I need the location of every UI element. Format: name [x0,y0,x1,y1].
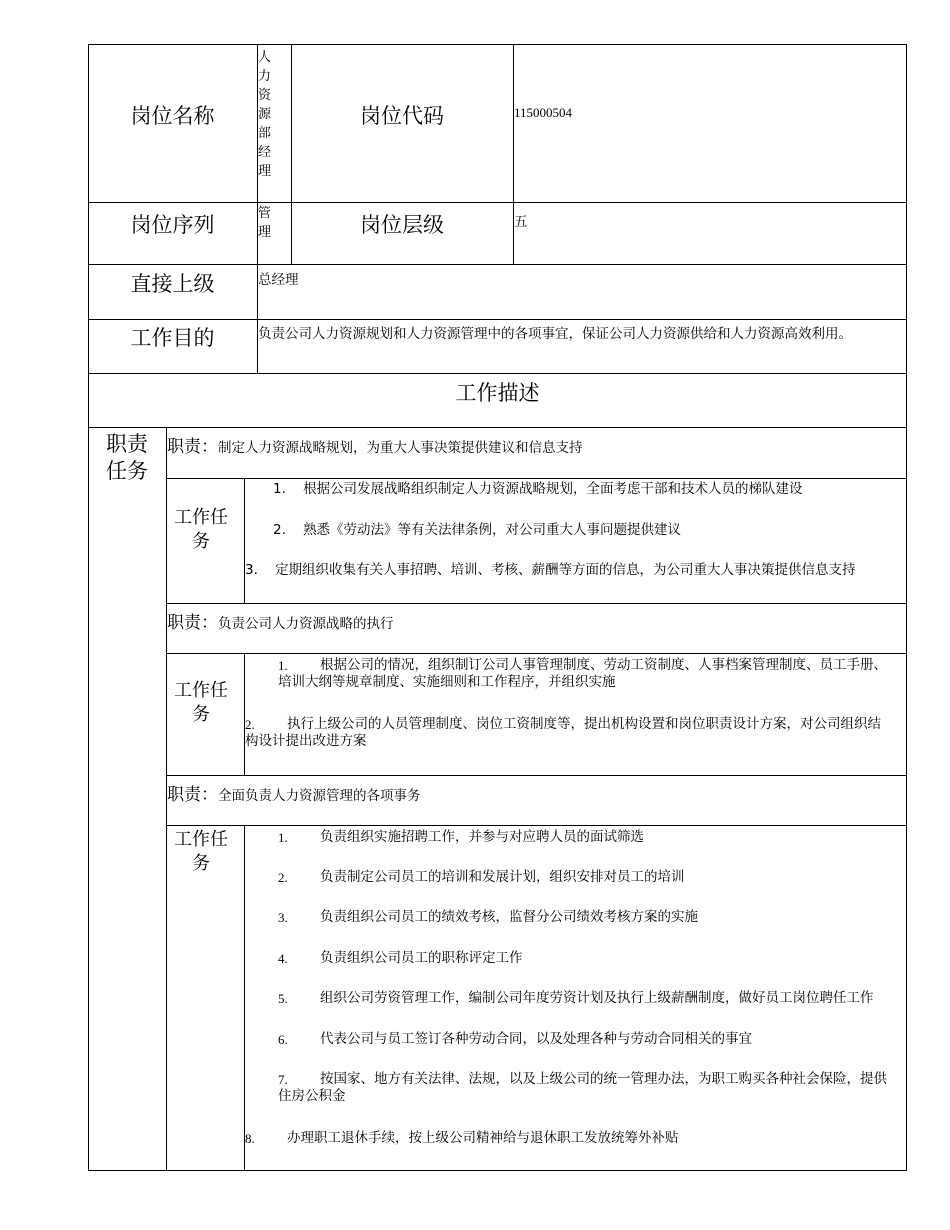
task-text: 按国家、地方有关法律、法规，以及上级公司的统一管理办法，为职工购买各种社会保险，提供住房公积金 [278,1071,887,1104]
task-item [278,909,898,926]
task-item [278,950,898,967]
position-name-value: 人力资源部经理 [258,50,272,179]
position-series-value: 管理 [258,206,272,240]
task-number: 2. [273,522,286,538]
col-divider [244,653,245,775]
task-text: 根据公司的情况，组织制订公司人事管理制度、劳动工资制度、人事档案管理制度、员工手册、培训大纲等规章制度、实施细则和工作程序，并组织实施 [278,657,887,690]
task-number: 6. [278,1032,288,1047]
task-number: 8. [245,1131,255,1146]
task-label: 工作任务 [174,680,228,725]
row-divider [88,373,907,374]
row-divider [166,825,907,826]
work-purpose-value: 负责公司人力资源规划和人力资源管理中的各项事宜，保证公司人力资源供给和人力资源高效利用。 [258,326,852,342]
row-divider [166,478,907,479]
row-divider [88,319,907,320]
table-border-bottom [88,1170,907,1171]
duty-row [167,432,897,457]
task-number: 5. [278,991,288,1006]
task-text: 组织公司劳资管理工作，编制公司年度劳资计划及执行上级薪酬制度，做好员工岗位聘任工作 [320,990,874,1006]
task-text: 代表公司与员工签订各种劳动合同，以及处理各种与劳动合同相关的事宜 [320,1031,752,1047]
task-item [273,481,898,498]
task-text: 办理职工退休手续，按上级公司精神给与退休职工发放统筹外补贴 [287,1130,679,1146]
duty-text: 负责公司人力资源战略的执行 [218,616,394,632]
duty-prefix: 职责： [167,613,218,633]
position-code-label: 岗位代码 [360,104,444,128]
task-text: 熟悉《劳动法》等有关法律条例，对公司重大人事问题提供建议 [303,522,682,538]
task-text: 负责组织实施招聘工作，并参与对应聘人员的面试筛选 [320,829,644,845]
task-text: 执行上级公司的人员管理制度、岗位工资制度等，提出机构设置和岗位职责设计方案，对公司组织结构设计提出改进方案 [245,716,881,749]
task-label: 工作任务 [174,507,228,552]
task-label: 工作任务 [174,829,228,874]
table-border-right [906,44,907,1171]
task-item [278,869,898,886]
task-number: 1. [273,481,286,497]
task-number: 2. [278,870,288,885]
task-number: 1. [278,830,288,845]
task-number: 2. [245,717,255,732]
work-purpose-label: 工作目的 [130,326,215,350]
duty-row [167,780,897,805]
duty-text: 制定人力资源战略规划，为重大人事决策提供建议和信息支持 [218,440,583,456]
duty-text: 全面负责人力资源管理的各项事务 [218,788,421,804]
task-item [245,1130,895,1147]
duty-prefix: 职责： [167,437,218,457]
task-item [245,562,900,579]
task-number: 7. [278,1072,288,1087]
task-item [273,522,898,539]
row-divider [166,653,907,654]
task-number: 4. [278,951,288,966]
task-text: 根据公司发展战略组织制定人力资源战略规划，全面考虑干部和技术人员的梯队建设 [303,481,803,497]
task-item [278,1031,898,1048]
direct-superior-value: 总经理 [258,272,299,288]
task-item [278,1071,898,1105]
task-text: 负责组织公司员工的职称评定工作 [320,950,523,966]
position-series-label: 岗位序列 [130,213,215,237]
row-divider [166,603,907,604]
direct-superior-label: 直接上级 [130,272,215,296]
row-divider [88,202,907,203]
col-divider [244,478,245,603]
task-text: 负责制定公司员工的培训和发展计划，组织安排对员工的培训 [320,869,685,885]
position-code-value: 115000504 [514,105,573,120]
task-item [278,829,898,846]
task-item [245,716,890,750]
duty-prefix: 职责： [167,785,218,805]
col-divider [513,44,514,265]
row-divider [88,264,907,265]
description-title: 工作描述 [455,381,540,405]
position-level-value: 五 [514,214,528,230]
position-level-label: 岗位层级 [360,213,444,237]
task-number: 3. [278,910,288,925]
task-item [278,990,900,1007]
row-divider [88,427,907,428]
col-divider [244,825,245,1171]
task-text: 定期组织收集有关人事招聘、培训、考核、薪酬等方面的信息，为公司重大人事决策提供信息支持 [275,562,856,578]
task-number: 3. [245,562,258,578]
duty-side-label: 职责任务 [106,432,148,483]
duty-row [167,608,897,633]
position-name-label: 岗位名称 [130,104,215,128]
task-number: 1. [278,658,288,673]
table-border-top [88,44,907,45]
row-divider [166,775,907,776]
task-item [278,657,888,691]
task-text: 负责组织公司员工的绩效考核，监督分公司绩效考核方案的实施 [320,909,698,925]
